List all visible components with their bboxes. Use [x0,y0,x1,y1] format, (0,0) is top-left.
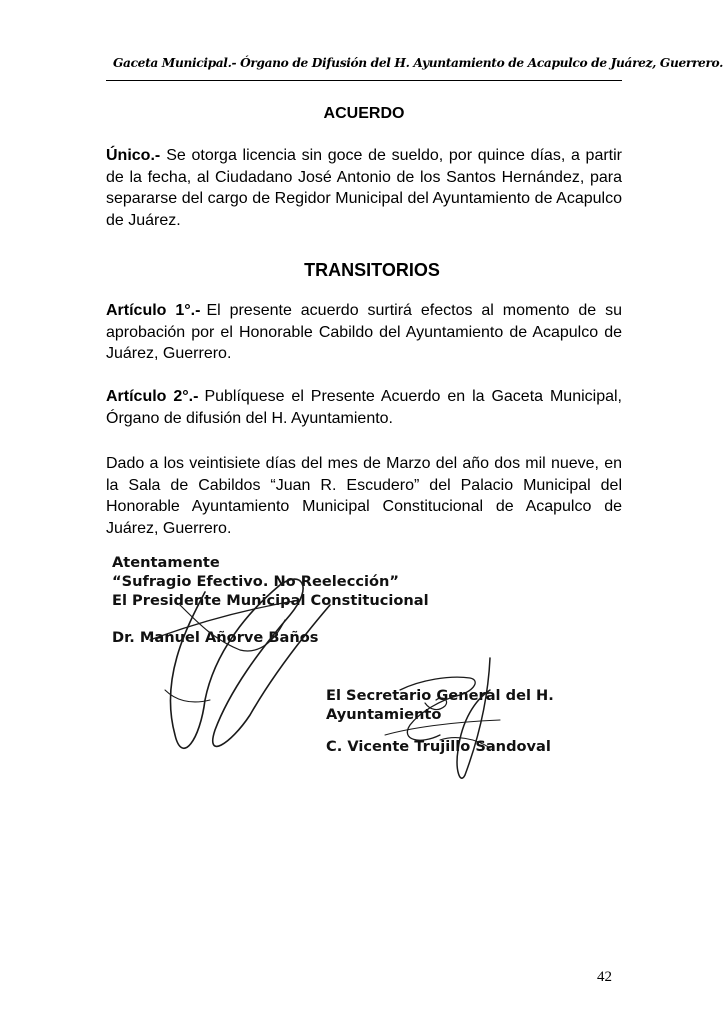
president-name: Dr. Manuel Añorve Baños [112,629,319,646]
president-signature-block [112,553,429,647]
acuerdo-heading: ACUERDO [323,105,405,122]
secretary-name: C. Vicente Trujillo Sandoval [326,738,551,755]
articulo-2-text: Publíquese el Presente Acuerdo en la Gaceta Municipal, Órgano de difusión del H. Ayuntamiento. [106,388,622,427]
articulo-1-paragraph [106,300,622,365]
articulo-2-paragraph [106,386,622,429]
closing-paragraph: Dado a los veintisiete días del mes de Marzo del año dos mil nueve, en la Sala de Cabildos “Juan R. Escudero” del Palacio Municipal del Honorable Ayuntamiento Municipal Constitucional de Acapulco de Juárez, Guerrero. [106,455,622,537]
unico-paragraph [106,145,622,231]
signature-motto: “Sufragio Efectivo. No Reelección” [112,573,400,590]
articulo-1-text: El presente acuerdo surtirá efectos al momento de su aprobación por el Honorable Cabildo del Ayuntamiento de Acapulco de Juárez, Guerrero. [106,302,622,362]
secretary-signature-block [326,686,554,756]
articulo-1-lead: Artículo 1°.- [106,302,201,319]
unico-lead: Único.- [106,147,161,164]
page-number: 42 [597,969,612,985]
unico-text: Se otorga licencia sin goce de sueldo, por quince días, a partir de la fecha, al Ciudadano José Antonio de los Santos Hernández, para separarse del cargo de Regidor Municipal del Ayuntamiento de Acapulco de Juárez. [106,147,622,229]
transitorios-heading: TRANSITORIOS [304,260,440,280]
header-divider [106,80,622,81]
signature-greeting: Atentamente [112,554,220,571]
secretary-title-line1: El Secretario General del H. [326,687,554,704]
president-title: El Presidente Municipal Constitucional [112,592,429,609]
secretary-title-line2: Ayuntamiento [326,706,442,723]
articulo-2-lead: Artículo 2°.- [106,388,199,405]
gazette-header: Gaceta Municipal.- Órgano de Difusión del H. Ayuntamiento de Acapulco de Juárez, Guerrero. [113,56,723,70]
